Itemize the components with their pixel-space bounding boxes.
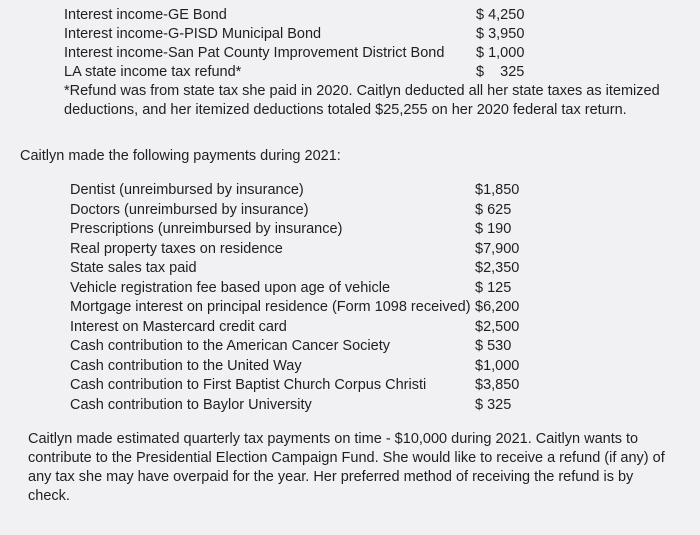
- payment-amount: $ 530: [475, 338, 512, 354]
- payment-label: Doctors (unreimbursed by insurance): [70, 201, 309, 218]
- payment-label: Cash contribution to the United Way: [70, 357, 302, 374]
- income-label: Interest income-San Pat County Improvement District Bond: [64, 45, 445, 61]
- payment-label: Real property taxes on residence: [70, 240, 283, 257]
- payment-label: Prescriptions (unreimbursed by insurance): [70, 221, 343, 237]
- payment-amount: $6,200: [475, 299, 520, 315]
- payments-list: [70, 180, 550, 416]
- closing-paragraph: Caitlyn made estimated quarterly tax payments on time - $10,000 during 2021. Caitlyn wants to contribute to the Presidential Election Campaign Fund. She would like to receive a refund (if any) of any tax she may have overpaid for the year. Her preferred method of receiving the refund is by check.: [28, 431, 665, 504]
- payment-label: Interest on Mastercard credit card: [70, 318, 287, 335]
- payment-amount: $ 325: [475, 396, 512, 413]
- payment-label: Mortgage interest on principal residence (Form 1098 received): [70, 299, 471, 315]
- income-label: Interest income-GE Bond: [64, 7, 227, 23]
- payment-amount: $2,350: [475, 260, 520, 276]
- payment-amount: $ 190: [475, 221, 512, 237]
- income-amount: $ 1,000: [476, 45, 525, 61]
- refund-note: *Refund was from state tax she paid in 2020. Caitlyn deducted all her state taxes as itemized deductions, and her itemized deductions totaled $25,255 on her 2020 federal tax return.: [64, 83, 660, 118]
- income-amount: $ 325: [476, 64, 525, 80]
- income-label: Interest income-G-PISD Municipal Bond: [64, 26, 322, 42]
- income-amount: $ 3,950: [476, 26, 525, 42]
- payment-amount: $ 125: [475, 279, 512, 296]
- payment-amount: $7,900: [475, 240, 520, 257]
- payment-amount: $1,000: [475, 357, 520, 374]
- income-label: LA state income tax refund*: [64, 64, 242, 80]
- payment-amount: $2,500: [475, 318, 520, 335]
- payments-heading: Caitlyn made the following payments during 2021:: [20, 148, 341, 164]
- payment-amount: $ 625: [475, 201, 512, 218]
- income-amount: $ 4,250: [476, 7, 525, 23]
- payment-label: Dentist (unreimbursed by insurance): [70, 182, 304, 198]
- payment-amount: $3,850: [475, 377, 520, 393]
- payment-label: State sales tax paid: [70, 260, 197, 276]
- payment-label: Cash contribution to Baylor University: [70, 396, 312, 413]
- payment-label: Cash contribution to First Baptist Church Corpus Christi: [70, 377, 427, 393]
- payment-label: Vehicle registration fee based upon age of vehicle: [70, 279, 391, 296]
- payment-amount: $1,850: [475, 182, 520, 198]
- payment-label: Cash contribution to the American Cancer Society: [70, 338, 390, 354]
